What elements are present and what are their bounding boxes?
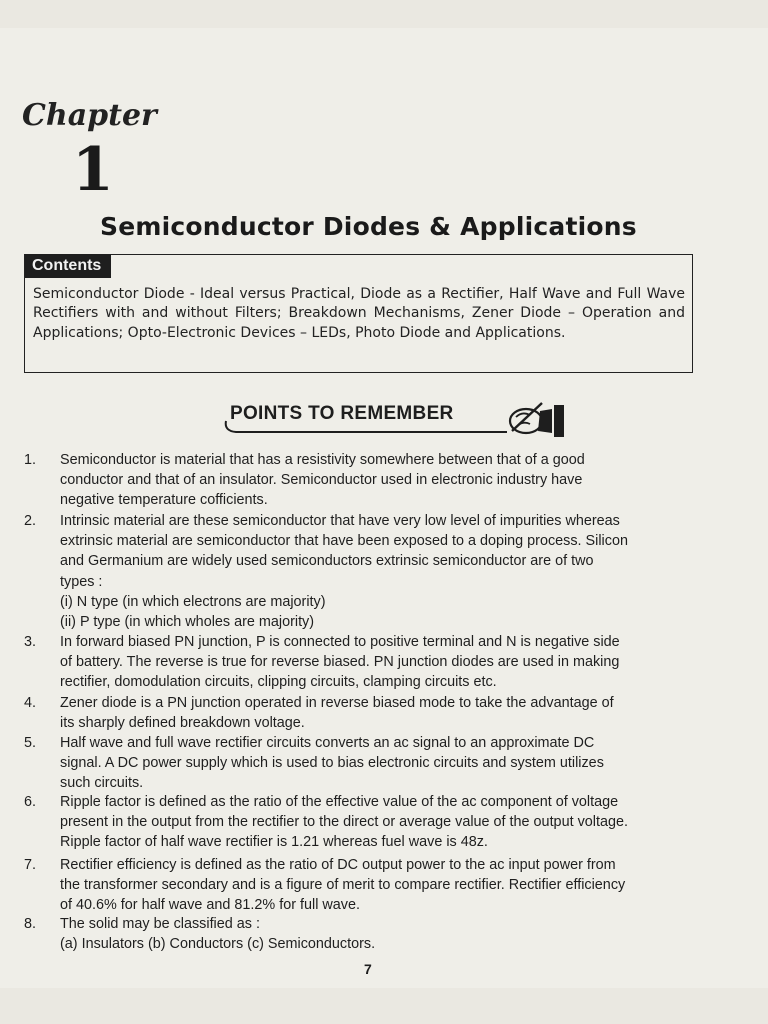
point-line: Half wave and full wave rectifier circuits converts an ac signal to an approximate DC: [60, 735, 595, 751]
point-line: types :: [60, 573, 103, 590]
point-line: and Germanium are widely used semiconductors extrinsic semiconductor are of two: [60, 553, 594, 570]
heading-underline: [222, 420, 512, 436]
point-line: rectifier, domodulation circuits, clipping circuits, clamping circuits etc.: [60, 674, 497, 691]
point-line: Rectifier efficiency is defined as the ratio of DC output power to the ac input power from: [60, 857, 616, 873]
point-line: Ripple factor is defined as the ratio of the effective value of the ac component of voltage: [60, 794, 619, 810]
point-line: Ripple factor of half wave rectifier is 1.21 whereas fuel wave is 48z.: [60, 834, 488, 851]
point-number: 5.: [24, 735, 37, 751]
point-number: 4.: [24, 695, 37, 711]
chapter-label: Chapter: [22, 98, 157, 133]
point-line: negative temperature cofficients.: [60, 492, 268, 509]
point-line: (ii) P type (in which wholes are majority): [60, 614, 315, 630]
contents-text: Semiconductor Diode - Ideal versus Practical, Diode as a Rectifier, Half Wave and Full Wave Rectifiers with and without Filters; Breakdown Mechanisms, Zener Diode – Operation and Applications; Opto-Electronic Devices – LEDs, Photo Diode and Applications.: [33, 286, 685, 341]
point-line: Zener diode is a PN junction operated in reverse biased mode to take the advantage of: [60, 695, 614, 711]
point-line: Semiconductor is material that has a resistivity somewhere between that of a good: [60, 452, 585, 468]
point-line: The solid may be classified as :: [60, 916, 260, 932]
point-number: 3.: [24, 634, 37, 650]
point-line: (a) Insulators (b) Conductors (c) Semiconductors.: [60, 936, 376, 953]
point-number: 6.: [24, 794, 37, 810]
point-line: the transformer secondary and is a figure of merit to compare rectifier. Rectifier efficiency: [60, 877, 626, 894]
point-line: signal. A DC power supply which is used to bias electronic circuits and system utilizes: [60, 755, 604, 772]
point-number: 7.: [24, 857, 37, 873]
point-number: 1.: [24, 452, 37, 468]
point-line: Intrinsic material are these semiconductor that have very low level of impurities whereas: [60, 513, 620, 529]
points-heading: POINTS TO REMEMBER: [230, 403, 454, 424]
point-line: present in the output from the rectifier to the direct or average value of the output voltage.: [60, 814, 628, 831]
point-line: of 40.6% for half wave and 81.2% for full wave.: [60, 897, 360, 914]
contents-label: Contents: [25, 254, 111, 278]
point-line: conductor and that of an insulator. Semiconductor used in electronic industry have: [60, 472, 583, 489]
point-line: (i) N type (in which electrons are majority): [60, 593, 326, 610]
chapter-number: 1: [72, 135, 114, 205]
point-number: 8.: [24, 916, 37, 932]
hand-writing-icon: [502, 397, 570, 439]
chapter-title: Semiconductor Diodes & Applications: [100, 212, 637, 241]
point-number: 2.: [24, 513, 37, 529]
point-line: In forward biased PN junction, P is connected to positive terminal and N is negative side: [60, 634, 620, 650]
point-line: such circuits.: [60, 775, 144, 792]
point-line: its sharply defined breakdown voltage.: [60, 715, 305, 732]
point-line: extrinsic material are semiconductor that have been exposed to a doping process. Silicon: [60, 533, 628, 550]
page-number: 7: [364, 961, 372, 977]
point-line: of battery. The reverse is true for reverse biased. PN junction diodes are used in making: [60, 654, 620, 671]
